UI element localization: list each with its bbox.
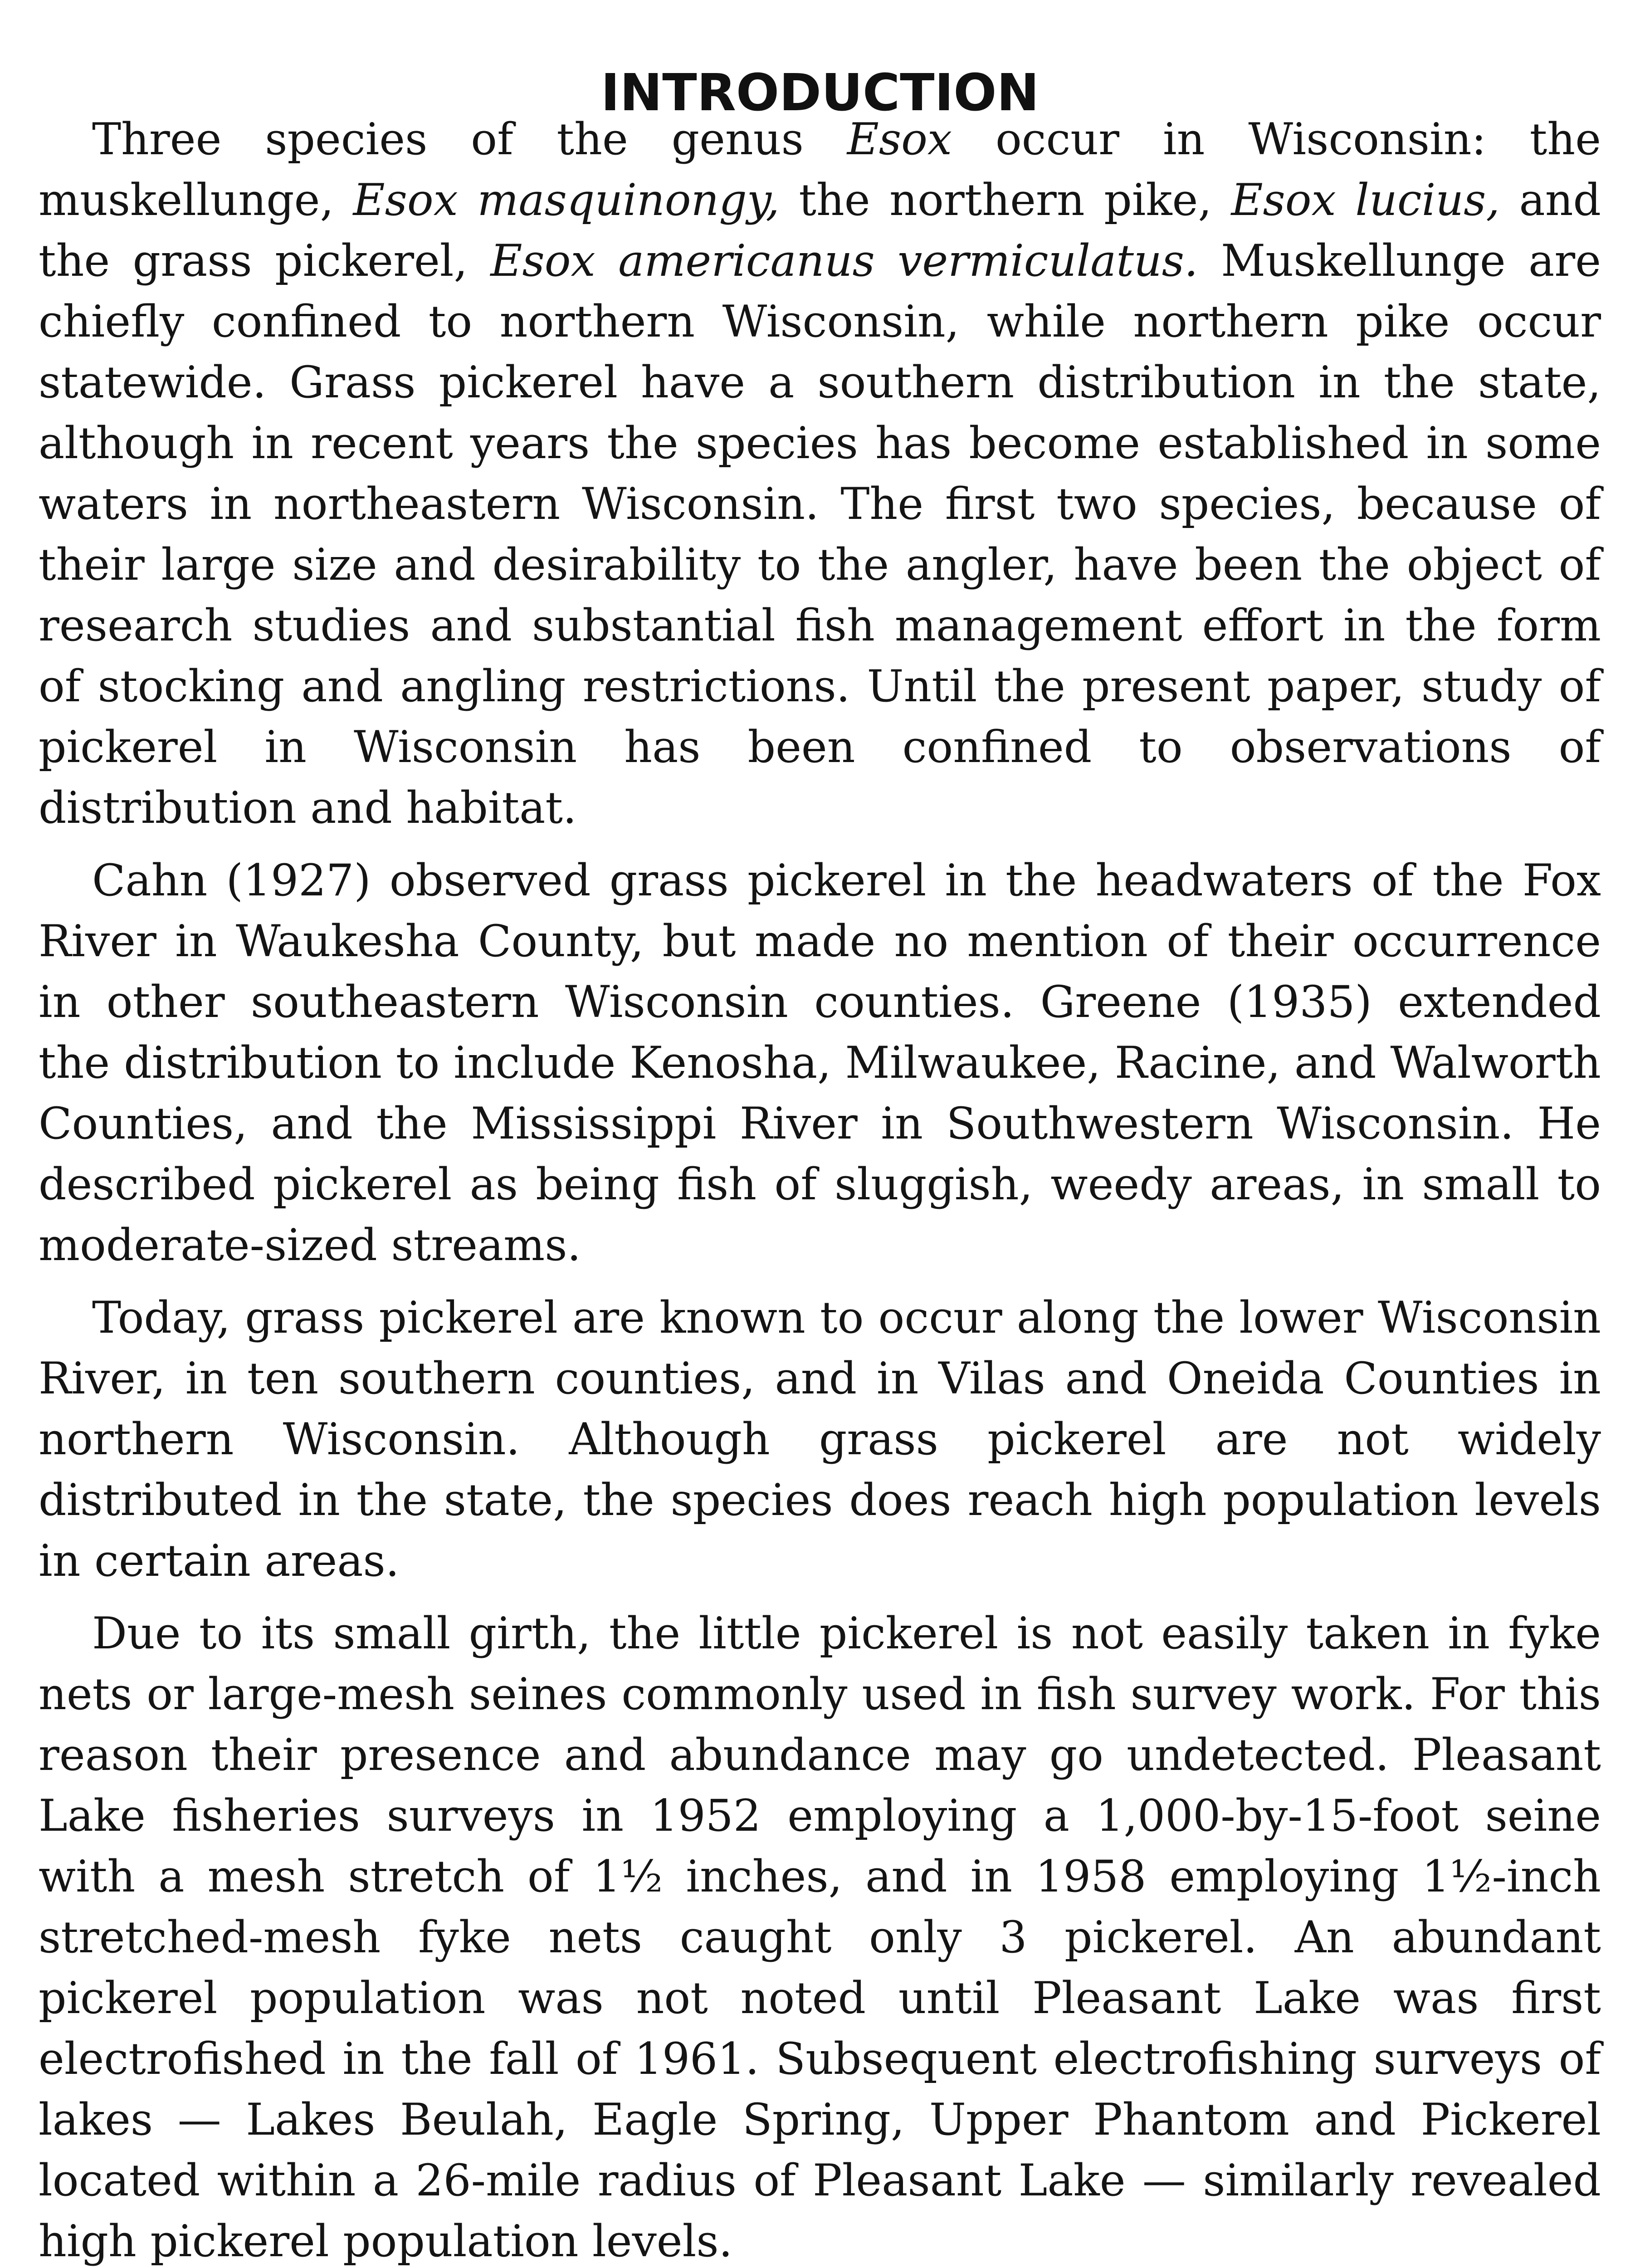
- italic-text-run: Esox: [847, 114, 952, 165]
- paragraph-2: [39, 850, 1601, 1276]
- text-run: Muskellunge are chiefly confined to northern Wisconsin, while northern pike occur statewide. Grass pickerel have a southern distribution in the state, although in recent years the species has become established in some waters in northeastern Wisconsin. The first two species, because of their large size and desirability to the angler, have been the object of research studies and substantial fish management effort in the form of stocking and angling restrictions. Until the present paper, study of pickerel in Wisconsin has been confined to observations of distribution and habitat.: [39, 235, 1601, 833]
- italic-text-run: Esox lucius,: [1231, 175, 1500, 225]
- paragraph-3: [39, 1287, 1601, 1591]
- italic-text-run: Esox americanus vermiculatus.: [490, 235, 1198, 286]
- italic-text-run: Esox masquinongy,: [353, 175, 780, 225]
- text-run: Today, grass pickerel are known to occur along the lower Wisconsin River, in ten southern counties, and in Vilas and Oneida Counties in northern Wisconsin. Although grass pickerel are not widely distributed in the state, the species does reach high population levels in certain areas.: [39, 1292, 1601, 1586]
- text-run: Due to its small girth, the little pickerel is not easily taken in fyke nets or large-mesh seines commonly used in fish survey work. For this reason their presence and abundance may go undetected. Pleasant Lake fisheries surveys in 1952 employing a 1,000-by-15-foot seine with a mesh stretch of 1½ inches, and in 1958 employing 1½-inch stretched-mesh fyke nets caught only 3 pickerel. An abundant pickerel population was not noted until Pleasant Lake was first electrofished in the fall of 1961. Subsequent electrofishing surveys of lakes — Lakes Beulah, Eagle Spring, Upper Phantom and Pickerel located within a 26-mile radius of Pleasant Lake — similarly revealed high pickerel population levels.: [39, 1608, 1601, 2267]
- text-run: and the grass pickerel,: [39, 175, 1601, 286]
- text-run: Cahn (1927) observed grass pickerel in the headwaters of the Fox River in Waukesha County, but made no mention of their occurrence in other southeastern Wisconsin counties. Greene (1935) extended the distribution to include Kenosha, Milwaukee, Racine, and Walworth Counties, and the Mississippi River in Southwestern Wisconsin. He described pickerel as being fish of sluggish, weedy areas, in small to moderate-sized streams.: [39, 855, 1601, 1271]
- body-text: [39, 109, 1601, 2268]
- text-run: occur in Wisconsin: the muskellunge,: [39, 114, 1601, 225]
- paragraph-4: [39, 1603, 1601, 2268]
- text-run: the northern pike,: [779, 175, 1231, 225]
- paragraph-1: [39, 109, 1601, 838]
- section-heading: INTRODUCTION: [600, 64, 1040, 123]
- text-run: Three species of the genus: [92, 114, 847, 165]
